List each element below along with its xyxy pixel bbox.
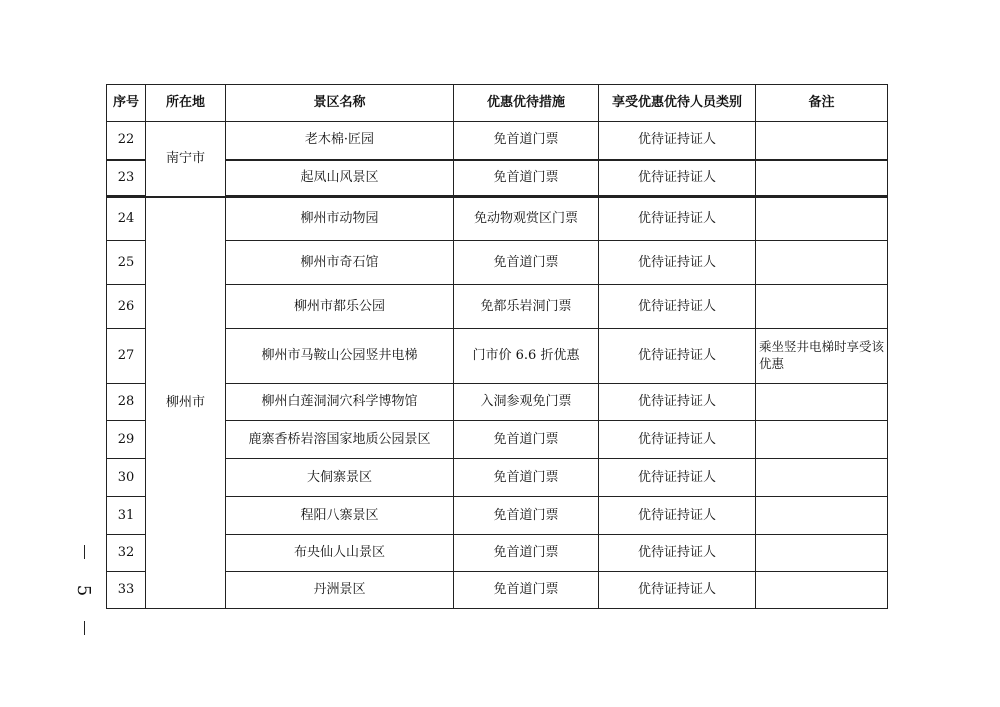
cell-seq: 30 [107,459,146,497]
cell-remark: 乘坐竖井电梯时享受该优惠 [756,329,888,384]
cell-remark [756,497,888,535]
cell-remark [756,241,888,285]
cell-seq: 33 [107,572,146,609]
cell-remark [756,160,888,197]
cell-seq: 25 [107,241,146,285]
cell-remark [756,285,888,329]
cell-measure: 免首道门票 [454,122,599,160]
cell-seq: 22 [107,122,146,160]
cell-measure: 免首道门票 [454,497,599,535]
header-measure: 优惠优待措施 [454,85,599,122]
cell-name: 柳州市动物园 [226,197,454,241]
cell-remark [756,197,888,241]
cell-name: 程阳八寨景区 [226,497,454,535]
header-row [107,85,888,122]
cell-category: 优待证持证人 [599,459,756,497]
cell-remark [756,122,888,160]
page-number-digit: 5 [73,584,95,596]
cell-category: 优待证持证人 [599,384,756,421]
page-number-dash-top [84,545,85,559]
cell-category: 优待证持证人 [599,421,756,459]
cell-measure: 免首道门票 [454,241,599,285]
cell-seq: 29 [107,421,146,459]
cell-remark [756,459,888,497]
cell-seq: 26 [107,285,146,329]
cell-seq: 28 [107,384,146,421]
cell-seq: 24 [107,197,146,241]
discount-table [106,84,888,609]
cell-category: 优待证持证人 [599,122,756,160]
cell-name: 柳州白莲洞洞穴科学博物馆 [226,384,454,421]
header-location: 所在地 [146,85,226,122]
cell-measure: 免动物观赏区门票 [454,197,599,241]
cell-measure: 门市价 6.6 折优惠 [454,329,599,384]
cell-name: 布央仙人山景区 [226,535,454,572]
cell-category: 优待证持证人 [599,535,756,572]
cell-measure: 免首道门票 [454,572,599,609]
cell-name: 起凤山风景区 [226,160,454,197]
cell-seq: 31 [107,497,146,535]
table-row [107,197,888,241]
cell-seq: 27 [107,329,146,384]
cell-remark [756,572,888,609]
page-number-dash-bottom [84,621,85,635]
cell-measure: 入洞参观免门票 [454,384,599,421]
cell-seq: 32 [107,535,146,572]
cell-category: 优待证持证人 [599,572,756,609]
cell-category: 优待证持证人 [599,160,756,197]
cell-remark [756,421,888,459]
cell-category: 优待证持证人 [599,497,756,535]
cell-measure: 免首道门票 [454,535,599,572]
cell-category: 优待证持证人 [599,329,756,384]
cell-measure: 免首道门票 [454,421,599,459]
page-number [64,545,104,635]
cell-name: 柳州市奇石馆 [226,241,454,285]
cell-remark [756,384,888,421]
cell-category: 优待证持证人 [599,197,756,241]
cell-name: 老木棉·匠园 [226,122,454,160]
cell-measure: 免首道门票 [454,160,599,197]
table-row [107,122,888,160]
cell-location-nanning: 南宁市 [146,122,226,197]
cell-measure: 免首道门票 [454,459,599,497]
cell-name: 柳州市都乐公园 [226,285,454,329]
cell-remark [756,535,888,572]
cell-name: 丹洲景区 [226,572,454,609]
cell-category: 优待证持证人 [599,285,756,329]
header-remark: 备注 [756,85,888,122]
header-category: 享受优惠优待人员类别 [599,85,756,122]
cell-seq: 23 [107,160,146,197]
cell-name: 柳州市马鞍山公园竖井电梯 [226,329,454,384]
cell-category: 优待证持证人 [599,241,756,285]
header-seq: 序号 [107,85,146,122]
cell-measure: 免都乐岩洞门票 [454,285,599,329]
cell-name: 鹿寨香桥岩溶国家地质公园景区 [226,421,454,459]
cell-location-liuzhou: 柳州市 [146,197,226,609]
header-scenic-name: 景区名称 [226,85,454,122]
cell-name: 大侗寨景区 [226,459,454,497]
